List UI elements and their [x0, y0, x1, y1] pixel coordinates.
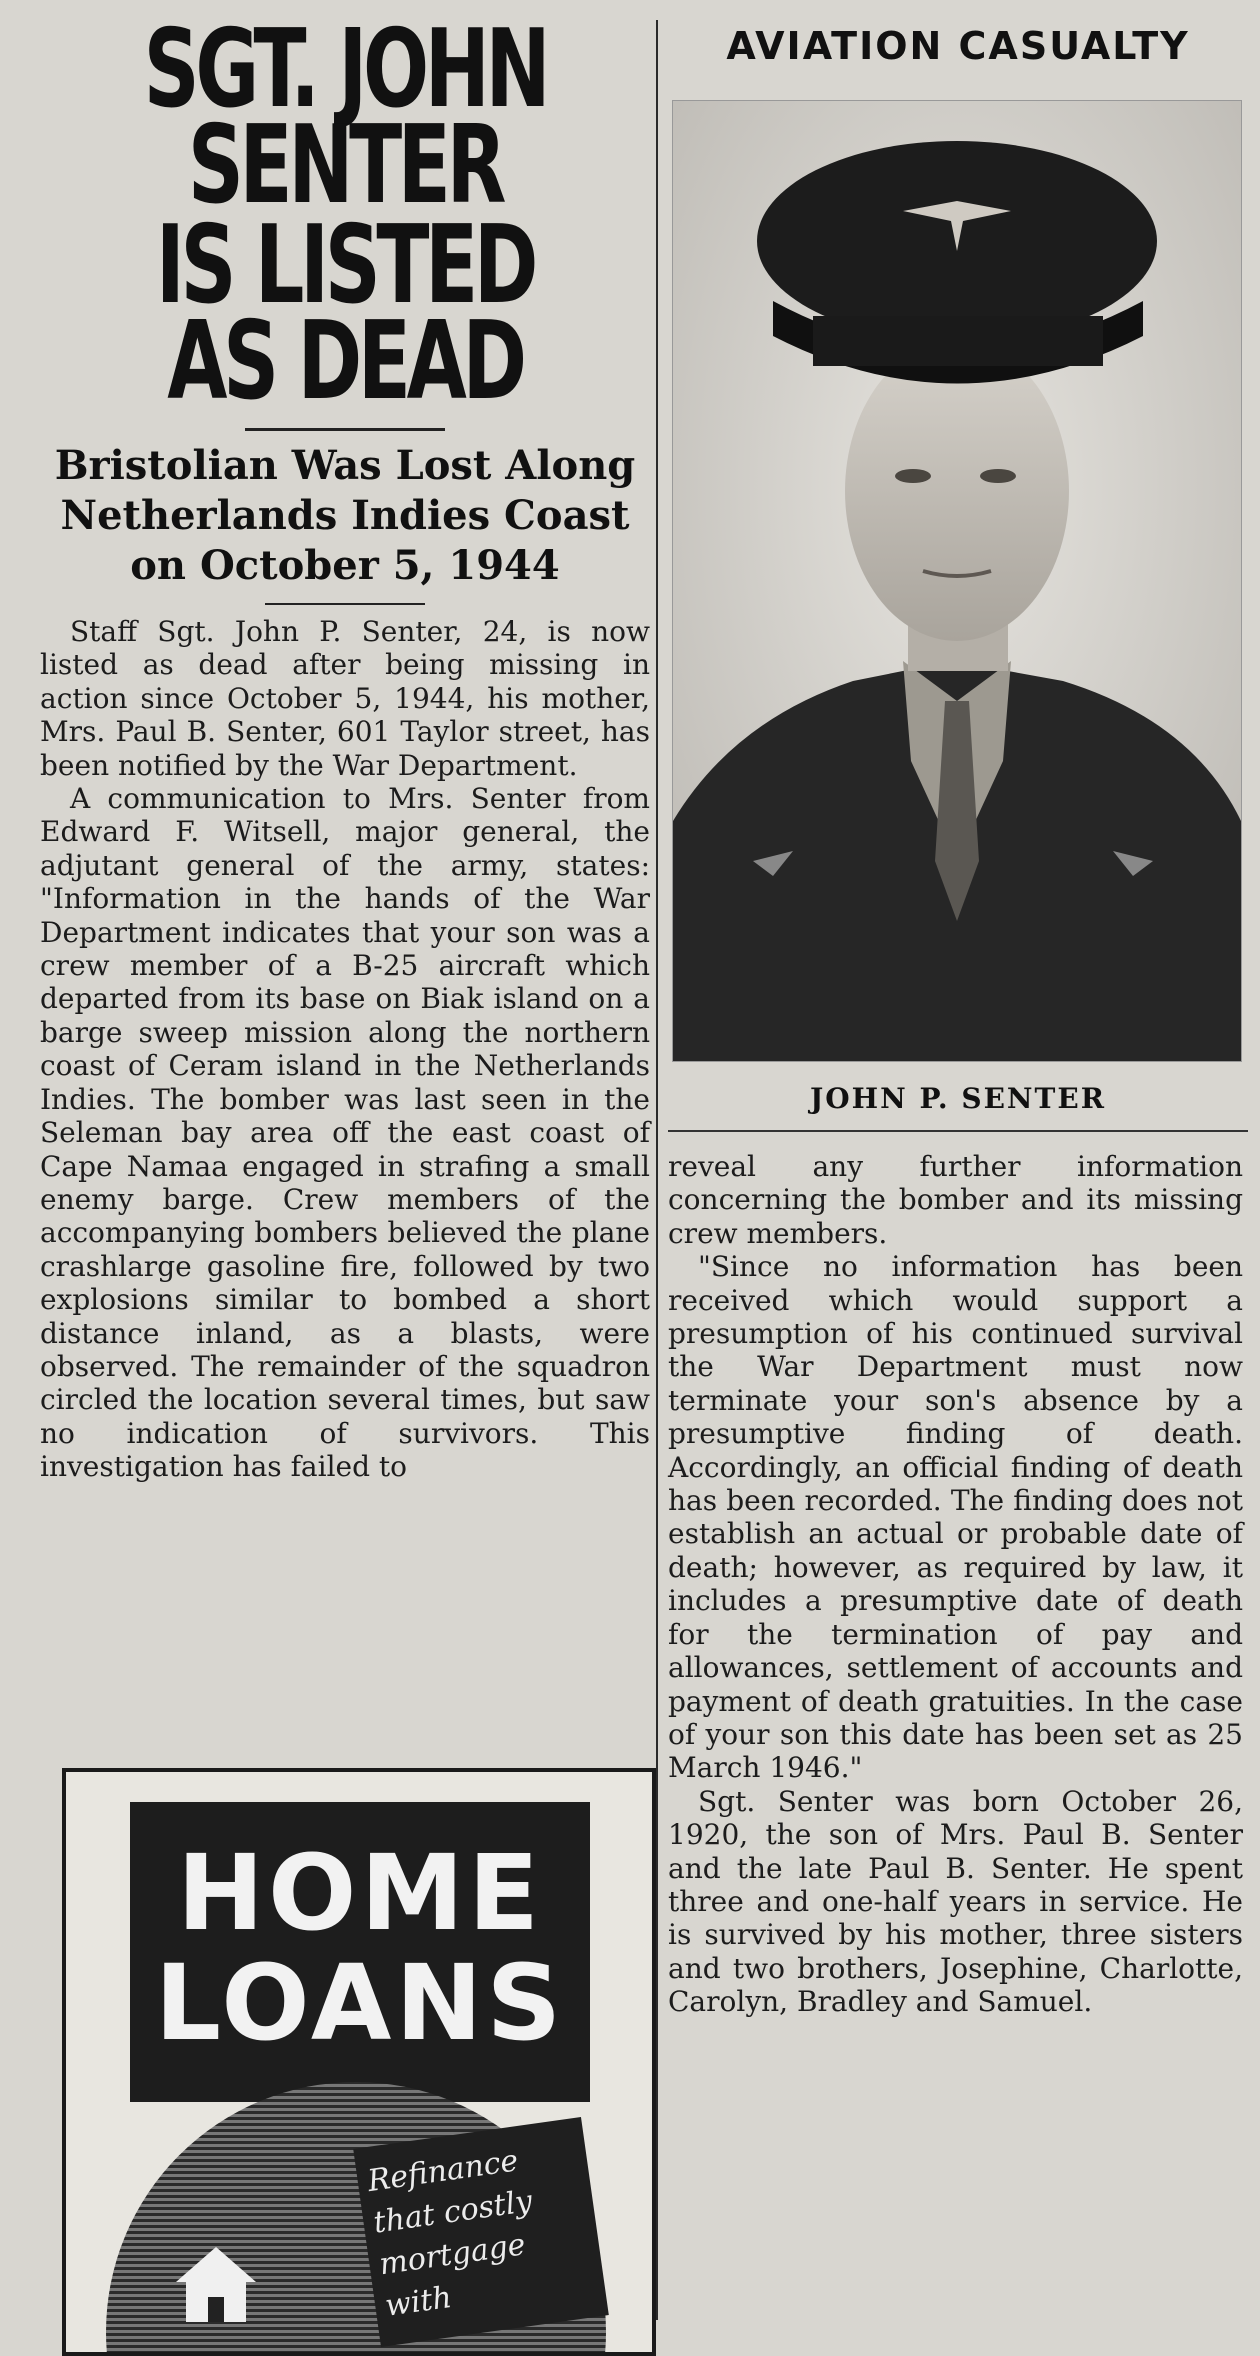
ad-sign-line-4: with — [383, 2279, 454, 2324]
subhead-rule — [265, 603, 425, 605]
headline-line-2: IS LISTED AS DEAD — [155, 203, 535, 424]
article-paragraph: "Since no information has been received which would support a presumption of his continued survival the War Department must now terminate your son's absence by a presumptive finding of death. Accordingly, an official finding of death has been recorded. The finding does not establish an actual or probable date of death; however, as required by law, it includes a presumptive date of death for the termination of pay and allowances, settlement of accounts and payment of death gratuities. In the case of your son this date has been set as 25 March 1946." — [668, 1250, 1243, 1785]
portrait-photo — [672, 100, 1242, 1062]
ad-sign — [353, 2117, 609, 2347]
column-divider — [656, 20, 658, 2320]
article-continuation — [668, 1150, 1243, 2019]
home-loans-ad — [62, 1768, 656, 2356]
article-paragraph: Staff Sgt. John P. Senter, 24, is now listed as dead after being missing in action since October 5, 1944, his mother, Mrs. Paul B. Senter, 601 Taylor street, has been notified by the War Department. — [40, 615, 650, 782]
left-column — [40, 0, 650, 2331]
right-column — [668, 0, 1248, 2331]
ad-sign-line-1: Refinance — [365, 2143, 521, 2200]
ad-sign-line-3: mortgage — [377, 2227, 528, 2283]
photo-kicker: AVIATION CASUALTY — [726, 24, 1190, 68]
headline-line-1: SGT. JOHN SENTER — [143, 7, 547, 228]
ad-title — [130, 1802, 590, 2102]
article-paragraph: Sgt. Senter was born October 26, 1920, the son of Mrs. Paul B. Senter and the late Paul B. Senter. He spent three and one-half years in service. He is survived by his mother, three sisters and two brothers, Josephine, Charlotte, Carolyn, Bradley and Samuel. — [668, 1784, 1243, 2019]
house-icon — [166, 2242, 266, 2322]
caption-rule — [668, 1130, 1248, 1132]
soldier-portrait-image — [673, 101, 1241, 1061]
subhead: Bristolian Was Lost Along Netherlands Indies Coast on October 5, 1944 — [54, 442, 636, 589]
article-paragraph: reveal any further information concerning the bomber and its missing crew members. — [668, 1150, 1243, 1250]
headline-rule — [245, 428, 445, 431]
ad-title-line-1: HOME — [177, 1832, 543, 1954]
headline — [125, 7, 564, 424]
ad-sign-line-2: that costly — [371, 2183, 535, 2241]
photo-caption: JOHN P. SENTER — [810, 1082, 1106, 1115]
ad-title-line-2: LOANS — [154, 1942, 566, 2064]
article-paragraph: A communication to Mrs. Senter from Edward F. Witsell, major general, the adjutant general of the army, states: "Information in the hands of the War Department indicates that your son was a crew member of a B-25 aircraft which departed from its base on Biak island on a barge sweep mission along the northern coast of Ceram island in the Netherlands Indies. The bomber was last seen in the Seleman bay area off the east coast of Cape Namaa engaged in strafing a small enemy barge. Crew members of the accompanying bombers believed the plane crashlarge gasoline fire, followed by two explosions similar to bombed a short distance inland, as a blasts, were observed. The remainder of the squadron circled the location several times, but saw no indication of survivors. This investigation has failed to — [40, 782, 650, 1484]
